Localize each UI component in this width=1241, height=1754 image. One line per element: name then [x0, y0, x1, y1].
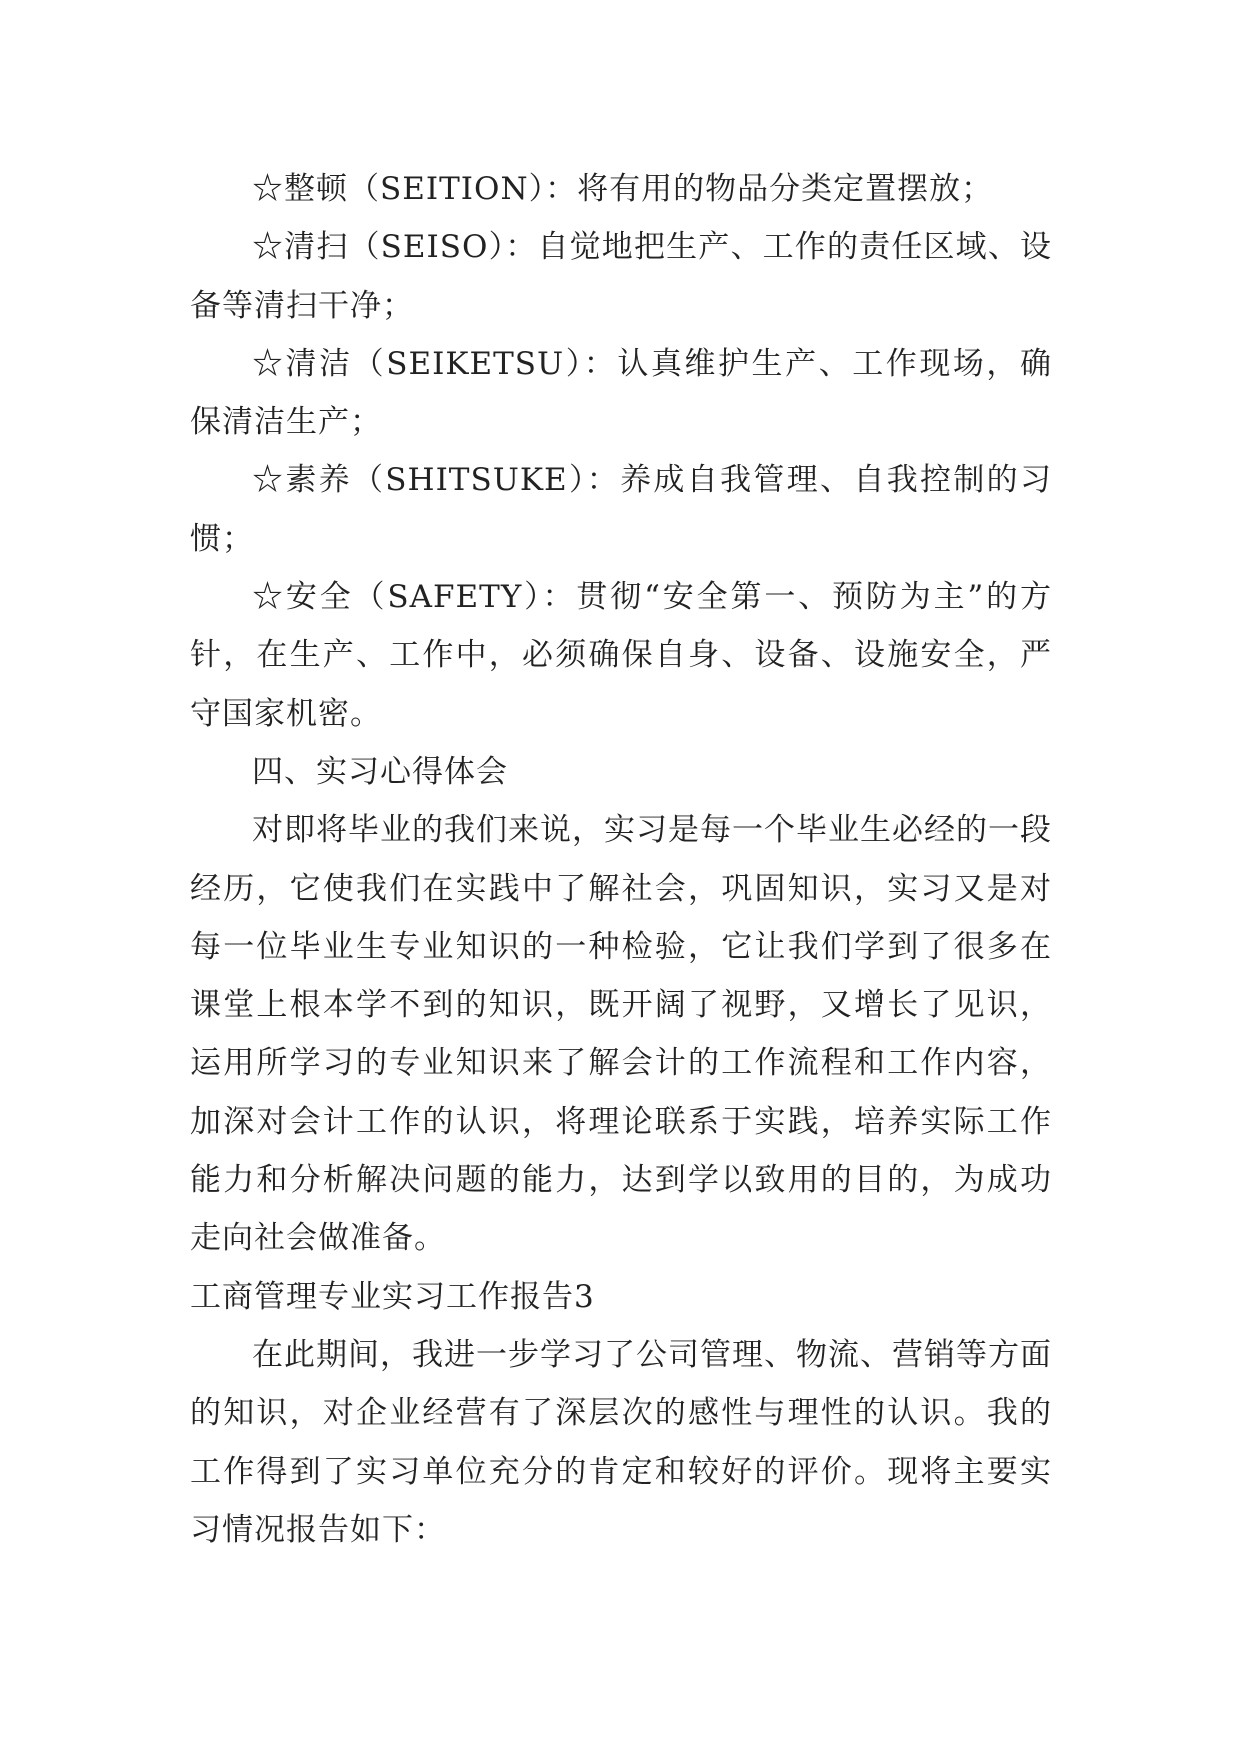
- paragraph-seiso: ☆清扫（SEISO）：自觉地把生产、工作的责任区域、设备等清扫干净；: [190, 229, 1052, 324]
- section-heading-internship-reflection: 四、实习心得体会: [252, 753, 508, 790]
- paragraph-shitsuke: ☆素养（SHITSUKE）：养成自我管理、自我控制的习惯；: [190, 462, 1052, 557]
- paragraph-seition: ☆整顿（SEITION）：将有用的物品分类定置摆放；: [252, 171, 994, 207]
- paragraph-seiketsu: ☆清洁（SEIKETSU）：认真维护生产、工作现场，确保清洁生产；: [190, 345, 1052, 441]
- paragraph-safety: ☆安全（SAFETY）：贯彻“安全第一、预防为主”的方针，在生产、工作中，必须确保自身、设备、设施安全，严守国家机密。: [190, 579, 1052, 732]
- document-body: [190, 160, 1052, 1559]
- paragraph-reflection: 对即将毕业的我们来说，实习是每一个毕业生必经的一段经历，它使我们在实践中了解社会，巩固知识，实习又是对每一位毕业生专业知识的一种检验，它让我们学到了很多在课堂上根本学不到的知识，既开阔了视野，又增长了见识，运用所学习的专业知识来了解会计的工作流程和工作内容，加深对会计工作的认识，将理论联系于实践，培养实际工作能力和分析解决问题的能力，达到学以致用的目的，为成功走向社会做准备。: [190, 812, 1052, 1257]
- paragraph-report-intro: 在此期间，我进一步学习了公司管理、物流、营销等方面的知识，对企业经营有了深层次的感性与理性的认识。我的工作得到了实习单位充分的肯定和较好的评价。现将主要实习情况报告如下：: [190, 1336, 1052, 1548]
- report-title: 工商管理专业实习工作报告3: [190, 1278, 595, 1315]
